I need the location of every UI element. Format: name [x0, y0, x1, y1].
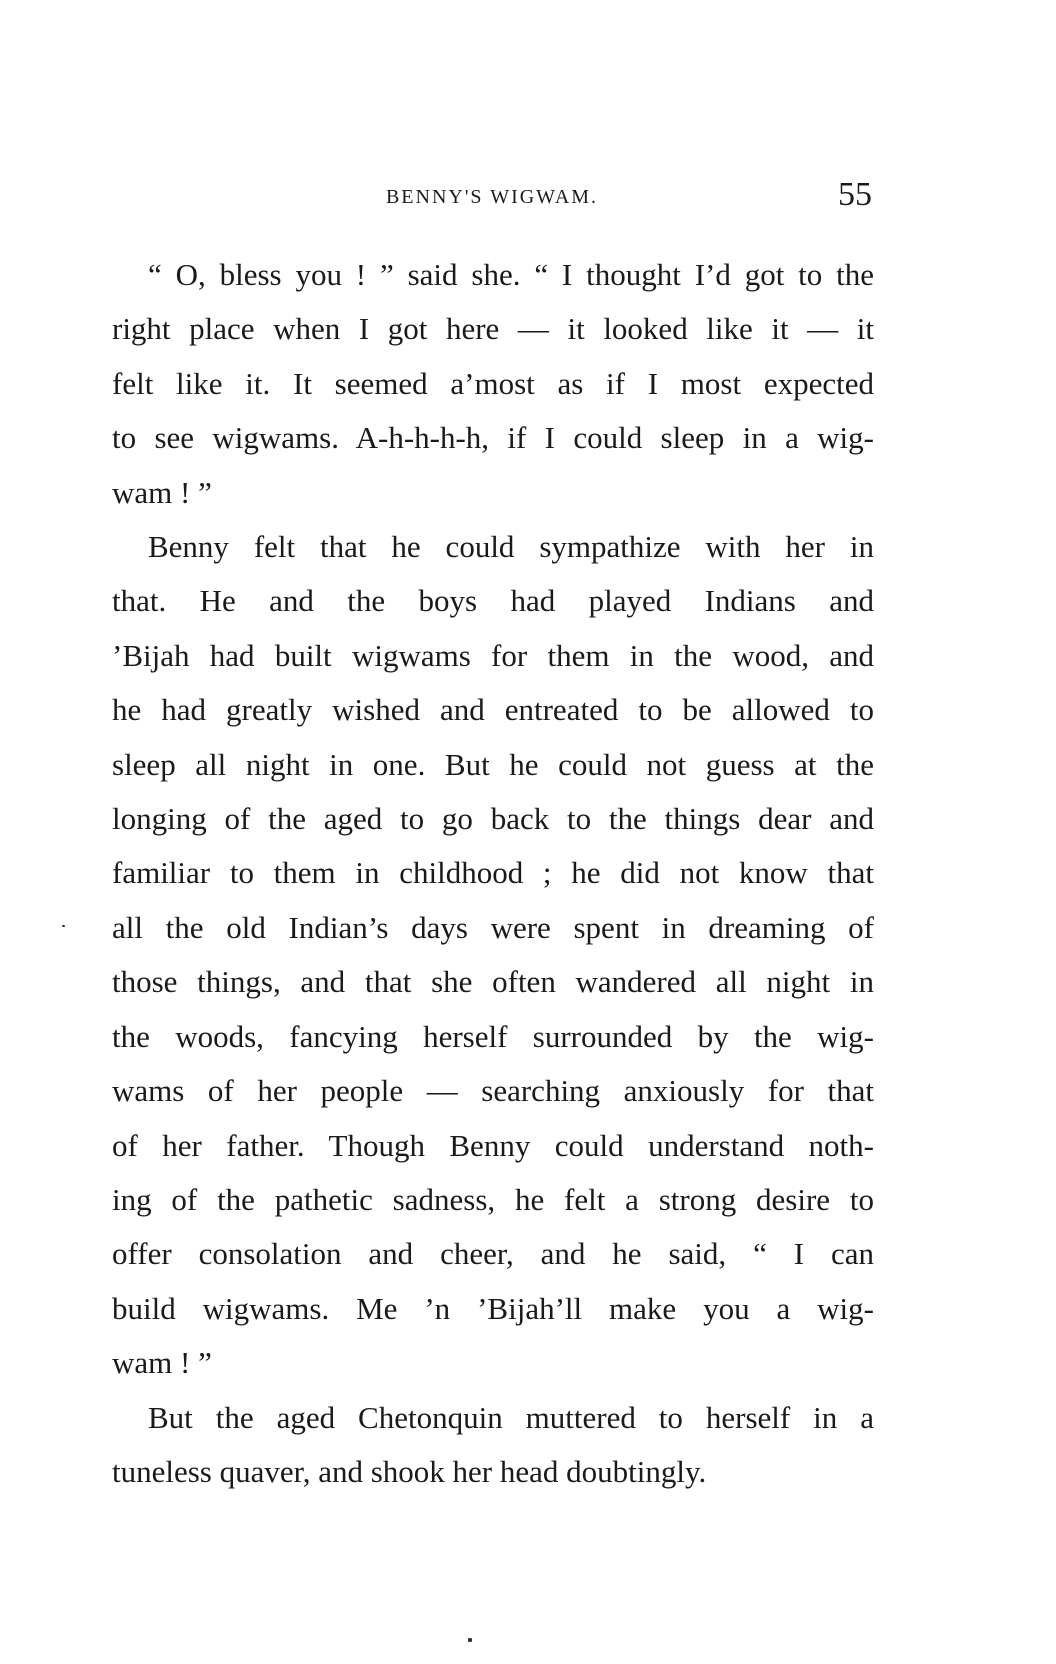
- text-line: tuneless quaver, and shook her head doubtingly.: [112, 1453, 707, 1489]
- text-line: those things, and that she often wandered all night in: [112, 964, 874, 1000]
- text-line: Benny felt that he could sympathize with her in: [148, 529, 874, 565]
- text-line: the woods, fancying herself surrounded by the wig-: [112, 1018, 874, 1054]
- text-line: ing of the pathetic sadness, he felt a strong desire to: [112, 1181, 874, 1217]
- text-line: wams of her people — searching anxiously for that: [112, 1073, 874, 1109]
- page-header: [112, 176, 872, 232]
- paragraph-1: [112, 248, 874, 520]
- text-line: all the old Indian’s days were spent in dreaming of: [112, 909, 874, 945]
- text-line: build wigwams. Me ’n ’Bijah’ll make you a wig-: [112, 1290, 874, 1326]
- body-text: [112, 248, 874, 1499]
- text-line: ’Bijah had built wigwams for them in the wood, and: [112, 637, 874, 673]
- text-line: he had greatly wished and entreated to be allowed to: [112, 692, 874, 728]
- text-line: offer consolation and cheer, and he said, “ I can: [112, 1236, 874, 1272]
- text-line: familiar to them in childhood ; he did not know that: [112, 855, 874, 891]
- text-line: wam ! ”: [112, 474, 212, 510]
- paragraph-2: [112, 520, 874, 1391]
- text-line: wam ! ”: [112, 1345, 212, 1381]
- page-number: 55: [838, 176, 872, 213]
- text-line: to see wigwams. A-h-h-h-h, if I could sleep in a wig-: [112, 420, 874, 456]
- text-line: longing of the aged to go back to the things dear and: [112, 801, 874, 837]
- text-line: that. He and the boys had played Indians and: [112, 583, 874, 619]
- print-speck: [62, 925, 65, 927]
- text-line: right place when I got here — it looked like it — it: [112, 311, 874, 347]
- text-line: But the aged Chetonquin muttered to herself in a: [148, 1399, 874, 1435]
- text-line: sleep all night in one. But he could not guess at the: [112, 746, 874, 782]
- text-line: felt like it. It seemed a’most as if I most expected: [112, 365, 874, 401]
- text-line: “ O, bless you ! ” said she. “ I thought I’d got to the: [148, 257, 874, 292]
- paragraph-3: [112, 1391, 874, 1500]
- running-title: BENNY'S WIGWAM.: [385, 186, 599, 208]
- print-speck: [468, 1638, 472, 1642]
- text-line: of her father. Though Benny could understand noth-: [112, 1127, 874, 1163]
